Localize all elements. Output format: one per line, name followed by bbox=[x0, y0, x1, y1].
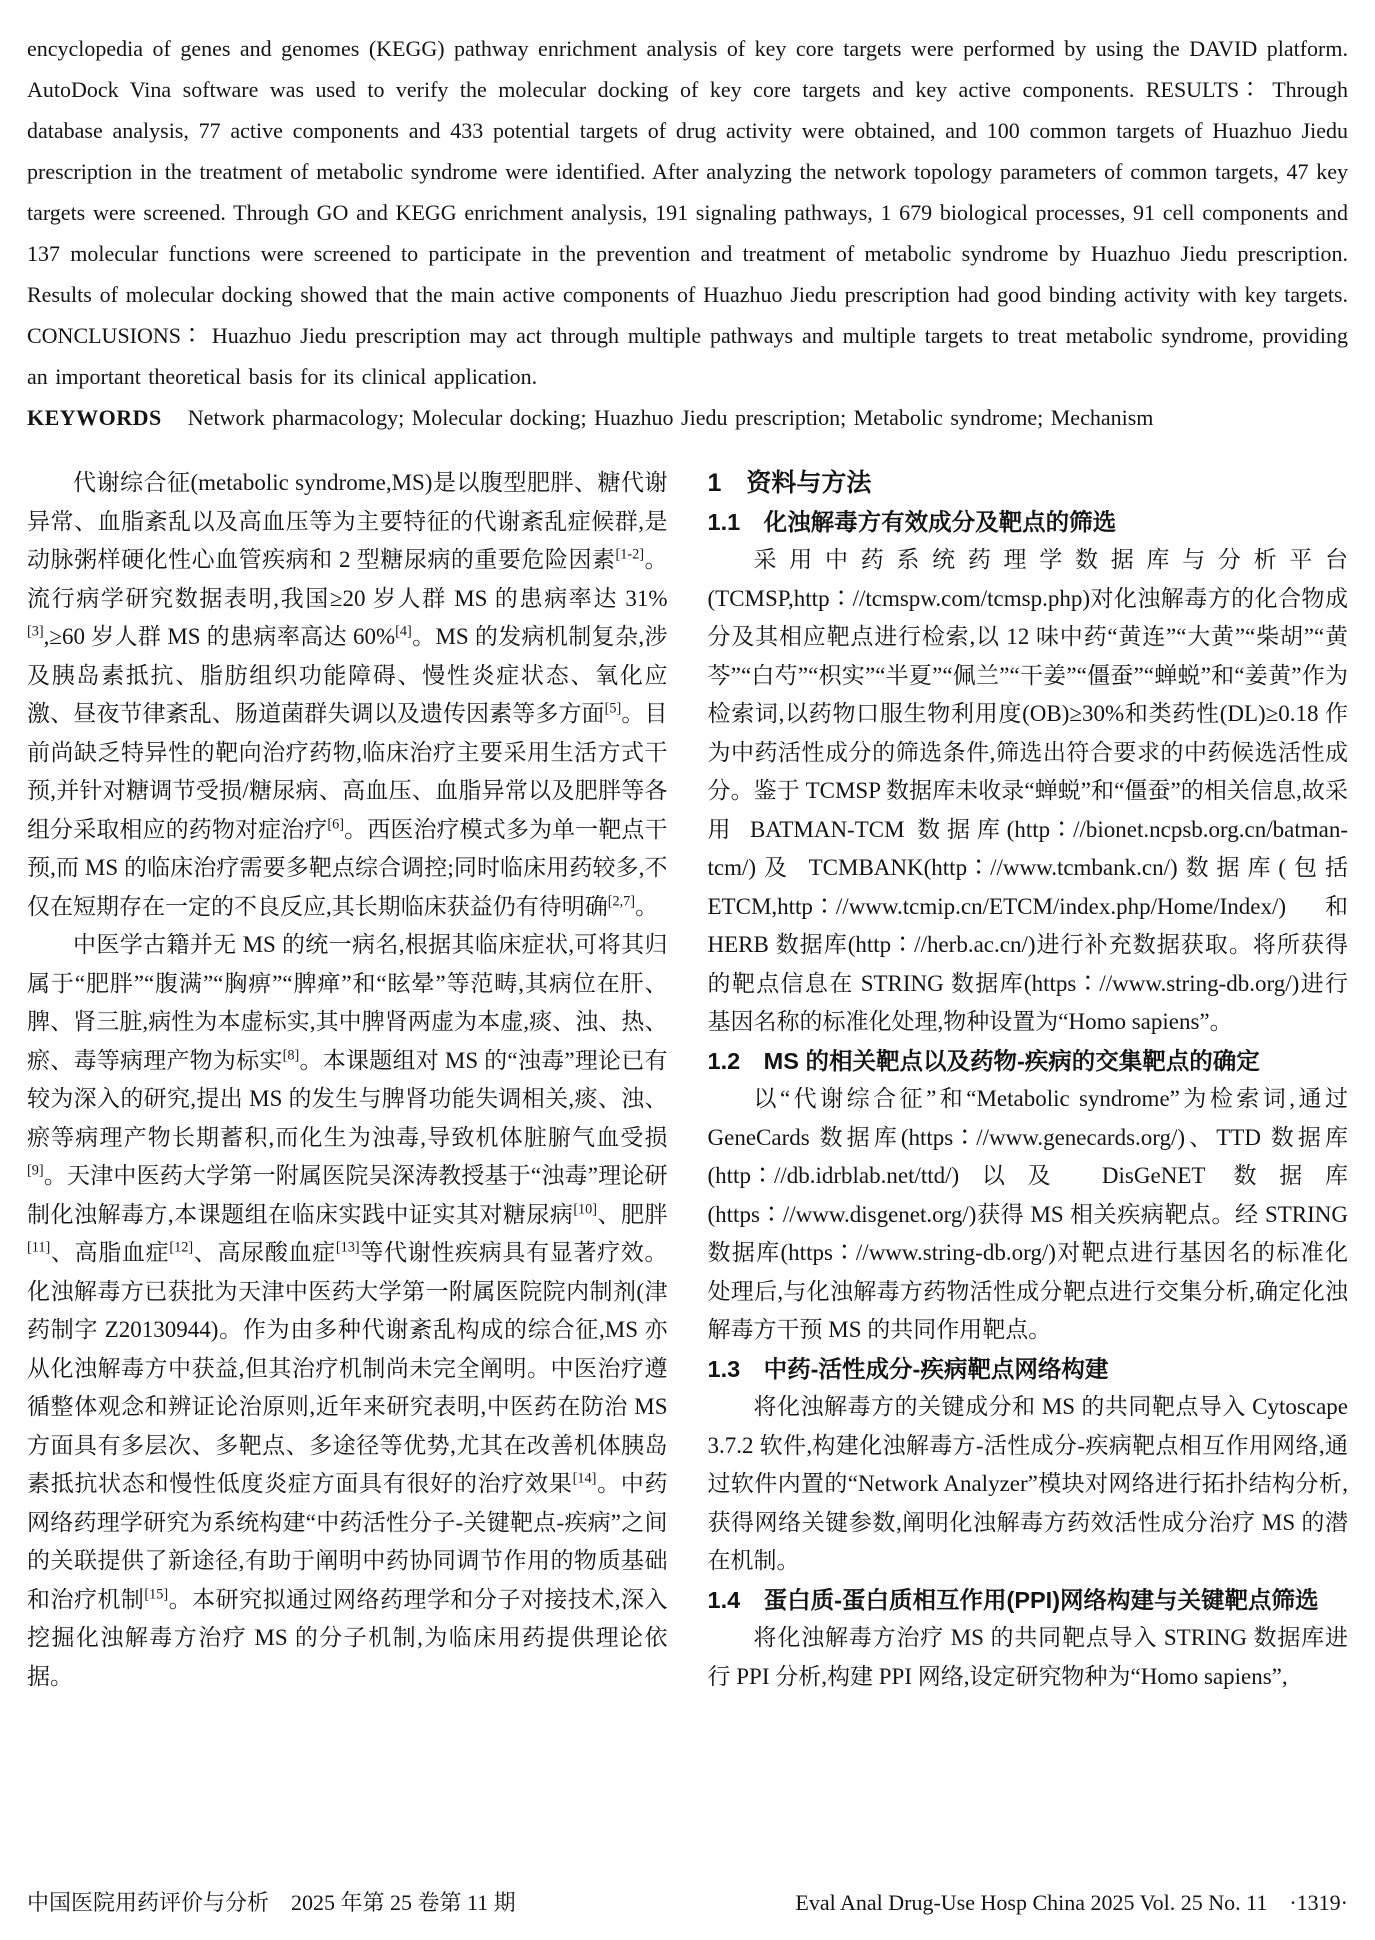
section-body-1-2: 以“代谢综合征”和“Metabolic syndrome”为检索词,通过 GeneCards 数据库(https∶//www.genecards.org/)、TTD 数据库(http∶//db.idrblab.net/ttd/)以及 DisGeNET 数据库(https∶//www.disgenet.org/)获得 MS 相关疾病靶点。经 STRING 数据库(https∶//www.string-db.org/)对靶点进行基因名的标准化处理后,与化浊解毒方药物活性成分靶点进行交集分析,确定化浊解毒方干预 MS 的共同作用靶点。 bbox=[707, 1086, 1348, 1342]
section-heading-1-4: 1.4 蛋白质-蛋白质相互作用(PPI)网络构建与关键靶点筛选 bbox=[707, 1586, 1319, 1613]
journal-citation-en: Eval Anal Drug-Use Hosp China 2025 Vol. 25 No. 11 ·1319· bbox=[795, 1890, 1348, 1915]
keywords-text: Network pharmacology; Molecular docking; Huazhuo Jiedu prescription; Metabolic syndrome; Mechanism bbox=[187, 405, 1154, 430]
section-body-1-3: 将化浊解毒方的关键成分和 MS 的共同靶点导入 Cytoscape 3.7.2 软件,构建化浊解毒方-活性成分-疾病靶点相互作用网络,通过软件内置的“Network Analyzer”模块对网络进行拓扑结构分析,获得网络关键参数,阐明化浊解毒方药效活性成分治疗 MS 的潜在机制。 bbox=[707, 1394, 1348, 1573]
paragraph-tcm-theory: 中医学古籍并无 MS 的统一病名,根据其临床症状,可将其归属于“肥胖”“腹满”“胸痹”“脾瘅”和“眩晕”等范畴,其病位在肝、脾、肾三脏,病性为本虚标实,其中脾肾两虚为本虚,痰、浊、热、瘀、毒等病理产物为标实[8]。本课题组对 MS 的“浊毒”理论已有较为深入的研究,提出 MS 的发生与脾肾功能失调相关,痰、浊、瘀等病理产物长期蓄积,而化生为浊毒,导致机体脏腑气血受损[9]。天津中医药大学第一附属医院吴深涛教授基于“浊毒”理论研制化浊解毒方,本课题组在临床实践中证实其对糖尿病[10]、肥胖[11]、高脂血症[12]、高尿酸血症[13]等代谢性疾病具有显著疗效。化浊解毒方已获批为天津中医药大学第一附属医院院内制剂(津药制字 Z20130944)。作为由多种代谢紊乱构成的综合征,MS 亦从化浊解毒方中获益,但其治疗机制尚未完全阐明。中医治疗遵循整体观念和辨证论治原则,近年来研究表明,中医药在防治 MS 方面具有多层次、多靶点、多途径等优势,尤其在改善机体胰岛素抵抗状态和慢性低度炎症方面具有很好的治疗效果[14]。中药网络药理学研究为系统构建“中药活性分子-关键靶点-疾病”之间的关联提供了新途径,有助于阐明中药协同调节作用的物质基础和治疗机制[15]。本研究拟通过网络药理学和分子对接技术,深入挖掘化浊解毒方治疗 MS 的分子机制,为临床用药提供理论依据。 bbox=[27, 932, 668, 1689]
section-heading-materials-methods: 1 资料与方法 bbox=[707, 469, 872, 497]
left-column bbox=[27, 464, 668, 1696]
keywords-line bbox=[27, 397, 1348, 438]
page-footer bbox=[27, 1888, 1348, 1918]
abstract-continuation-text: encyclopedia of genes and genomes (KEGG) pathway enrichment analysis of key core targets were performed by using the DAVID platform. AutoDock Vina software was used to verify the molecular docking of key core targets and key active components. RESULTS∶ Through database analysis, 77 active components and 433 potential targets of drug activity were obtained, and 100 common targets of Huazhuo Jiedu prescription in the treatment of metabolic syndrome were identified. After analyzing the network topology parameters of common targets, 47 key targets were screened. Through GO and KEGG enrichment analysis, 191 signaling pathways, 1 679 biological processes, 91 cell components and 137 molecular functions were screened to participate in the prevention and treatment of metabolic syndrome by Huazhuo Jiedu prescription. Results of molecular docking showed that the main active components of Huazhuo Jiedu prescription had good binding activity with key targets. CONCLUSIONS∶ Huazhuo Jiedu prescription may act through multiple pathways and multiple targets to treat metabolic syndrome, providing an important theoretical basis for its clinical application. bbox=[27, 36, 1348, 389]
journal-title-cn: 中国医院用药评价与分析 2025 年第 25 卷第 11 期 bbox=[27, 1890, 516, 1915]
keywords-label: KEYWORDS bbox=[27, 405, 162, 430]
section-heading-1-3: 1.3 中药-活性成分-疾病靶点网络构建 bbox=[707, 1355, 1109, 1382]
section-heading-1-2: 1.2 MS 的相关靶点以及药物-疾病的交集靶点的确定 bbox=[707, 1047, 1260, 1074]
abstract-section bbox=[27, 28, 1348, 438]
body-columns bbox=[27, 464, 1348, 1696]
section-heading-1-1: 1.1 化浊解毒方有效成分及靶点的筛选 bbox=[707, 508, 1117, 535]
right-column bbox=[708, 464, 1349, 1696]
section-body-1-4: 将化浊解毒方治疗 MS 的共同靶点导入 STRING 数据库进行 PPI 分析,构建 PPI 网络,设定研究物种为“Homo sapiens”, bbox=[707, 1625, 1348, 1689]
section-body-1-1: 采用中药系统药理学数据库与分析平台(TCMSP,http∶//tcmspw.com/tcmsp.php)对化浊解毒方的化合物成分及其相应靶点进行检索,以 12 味中药“黄连”“大黄”“柴胡”“黄芩”“白芍”“枳实”“半夏”“佩兰”“干姜”“僵蚕”“蝉蜕”和“姜黄”作为检索词,以药物口服生物利用度(OB)≥30%和类药性(DL)≥0.18 作为中药活性成分的筛选条件,筛选出符合要求的中药候选活性成分。鉴于 TCMSP 数据库未收录“蝉蜕”和“僵蚕”的相关信息,故采用 BATMAN-TCM 数据库(http∶//bionet.ncpsb.org.cn/batman-tcm/)及 TCMBANK(http∶//www.tcmbank.cn/)数据库(包括 ETCM,http∶//www.tcmip.cn/ETCM/index.php/Home/Index/)和 HERB 数据库(http∶//herb.ac.cn/)进行补充数据获取。将所获得的靶点信息在 STRING 数据库(https∶//www.string-db.org/)进行基因名称的标准化处理,物种设置为“Homo sapiens”。 bbox=[707, 547, 1348, 1034]
paragraph-ms-introduction: 代谢综合征(metabolic syndrome,MS)是以腹型肥胖、糖代谢异常、血脂紊乱以及高血压等为主要特征的代谢紊乱症候群,是动脉粥样硬化性心血管疾病和 2 型糖尿病的重要危险因素[1-2]。流行病学研究数据表明,我国≥20 岁人群 MS 的患病率达 31%[3],≥60 岁人群 MS 的患病率高达 60%[4]。MS 的发病机制复杂,涉及胰岛素抵抗、脂肪组织功能障碍、慢性炎症状态、氧化应激、昼夜节律紊乱、肠道菌群失调以及遗传因素等多方面[5]。目前尚缺乏特异性的靶向治疗药物,临床治疗主要采用生活方式干预,并针对糖调节受损/糖尿病、高血压、血脂异常以及肥胖等各组分采取相应的药物对症治疗[6]。西医治疗模式多为单一靶点干预,而 MS 的临床治疗需要多靶点综合调控;同时临床用药较多,不仅在短期存在一定的不良反应,其长期临床获益仍有待明确[2,7]。 bbox=[27, 470, 668, 919]
